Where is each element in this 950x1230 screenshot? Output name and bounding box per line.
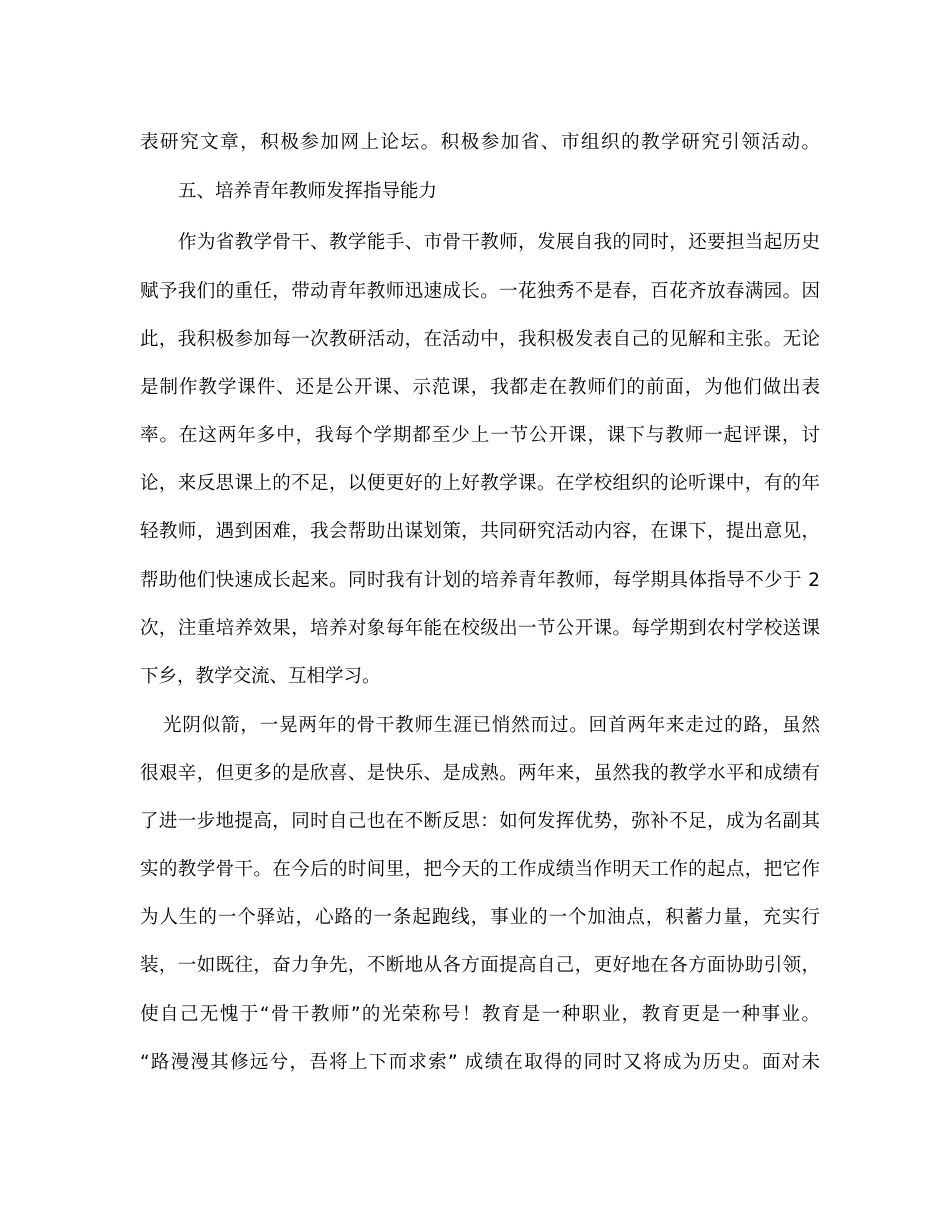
paragraph-line: 作为省教学骨干、教学能手、市骨干教师，发展自我的同时，还要担当起历史 [178, 232, 820, 253]
paragraph-line: 光阴似箭，一晃两年的骨干教师生涯已悄然而过。回首两年来走过的路，虽然 [163, 715, 820, 736]
paragraph-line: 帮助他们快速成长起来。同时我有计划的培养青年教师，每学期具体指导不少于 2 [140, 570, 820, 591]
paragraph-line: 是制作教学课件、还是公开课、示范课，我都走在教师们的前面，为他们做出表 [140, 377, 820, 398]
paragraph-line: 此，我积极参加每一次教研活动，在活动中，我积极发表自己的见解和主张。无论 [140, 329, 820, 350]
paragraph-line: 赋予我们的重任，带动青年教师迅速成长。一花独秀不是春，百花齐放春满园。因 [140, 281, 820, 302]
paragraph-line: “路漫漫其修远兮，吾将上下而求索” 成绩在取得的同时又将成为历史。面对未 [140, 1052, 820, 1073]
paragraph-line: 为人生的一个驿站，心路的一条起跑线，事业的一个加油点，积蓄力量，充实行 [140, 907, 820, 928]
section-heading: 五、培养青年教师发挥指导能力 [178, 181, 438, 202]
paragraph-line: 率。在这两年多中，我每个学期都至少上一节公开课，课下与教师一起评课，讨 [140, 425, 820, 446]
paragraph-line: 实的教学骨干。在今后的时间里，把今天的工作成绩当作明天工作的起点，把它作 [140, 859, 820, 880]
paragraph-line: 了进一步地提高，同时自己也在不断反思：如何发挥优势，弥补不足，成为名副其 [140, 811, 820, 832]
paragraph-line: 使自己无愧于“骨干教师”的光荣称号！教育是一种职业，教育更是一种事业。 [140, 1004, 820, 1025]
paragraph-line: 下乡，教学交流、互相学习。 [140, 666, 381, 687]
paragraph-line: 表研究文章，积极参加网上论坛。积极参加省、市组织的教学研究引领活动。 [140, 132, 820, 153]
paragraph-line: 轻教师，遇到困难，我会帮助出谋划策，共同研究活动内容，在课下，提出意见， [140, 521, 820, 542]
paragraph-line: 论，来反思课上的不足，以便更好的上好教学课。在学校组织的论听课中，有的年 [140, 473, 820, 494]
paragraph-line: 次，注重培养效果，培养对象每年能在校级出一节公开课。每学期到农村学校送课 [140, 618, 820, 639]
paragraph-line: 很艰辛，但更多的是欣喜、是快乐、是成熟。两年来，虽然我的教学水平和成绩有 [140, 763, 820, 784]
paragraph-line: 装，一如既往，奋力争先，不断地从各方面提高自己，更好地在各方面协助引领， [140, 955, 820, 976]
